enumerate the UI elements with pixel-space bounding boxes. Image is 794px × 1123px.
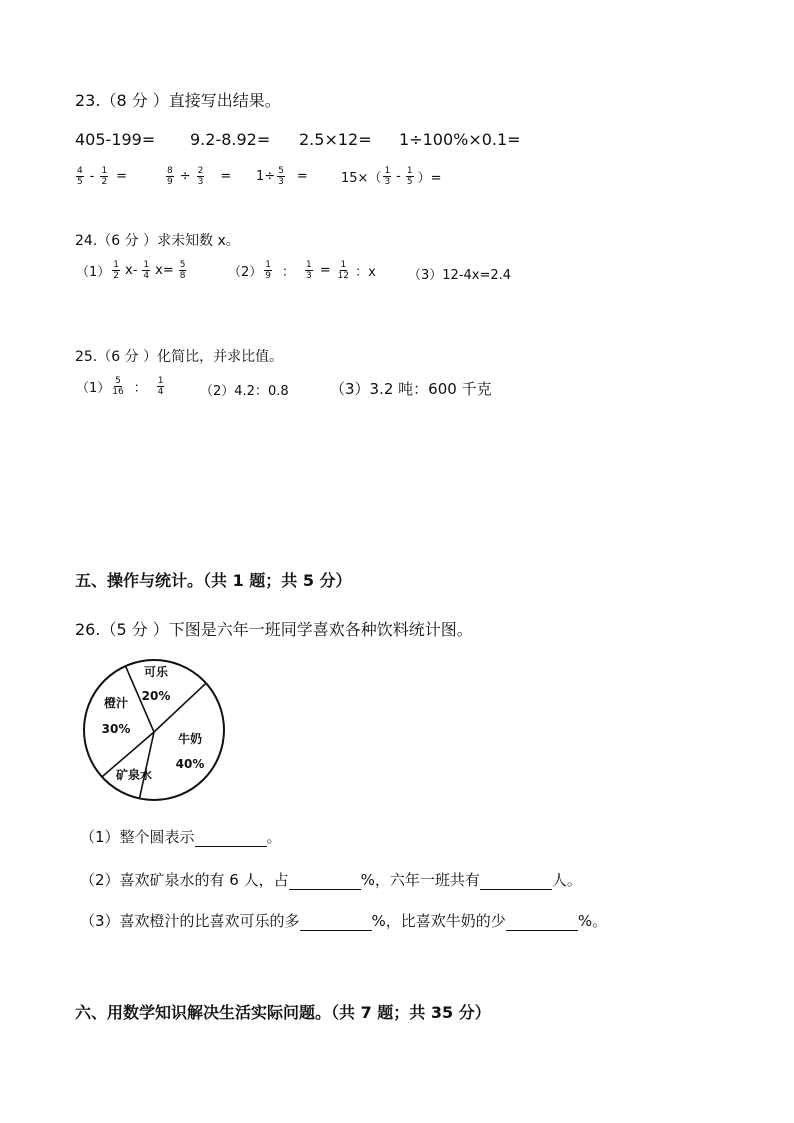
q23-row2-b: $\frac{8}{9}$ ÷ $\frac{2}{3}$ =	[167, 166, 232, 187]
fraction: $\frac{1}{4}$	[157, 376, 164, 397]
q24-part-3: （3）12-4x=2.4	[408, 268, 512, 283]
q24-title: 24.（6 分 ）求未知数 x。	[75, 233, 240, 249]
pie-label-3: 橙汁	[103, 696, 129, 710]
section-5-heading: 五、操作与统计。（共 1 题；共 5 分）	[75, 571, 352, 590]
fraction: $\frac{1}{3}$	[384, 166, 391, 187]
q23-row1-item-4: 1÷100%×0.1=	[399, 130, 521, 149]
pie-chart	[78, 655, 238, 805]
q26-title: 26.（5 分 ）下图是六年一班同学喜欢各种饮料统计图。	[75, 620, 473, 639]
pie-percent-1: 40%	[175, 757, 205, 771]
answer-blank	[195, 830, 267, 847]
answer-blank	[289, 873, 361, 890]
q24-part-2: （2） $\frac{1}{9}$ ： $\frac{1}{3}$ = $\frac{1}{12}$ ：x	[228, 260, 376, 281]
fraction: $\frac{1}{9}$	[265, 260, 272, 281]
q23-row1-item-3: 2.5×12=	[299, 130, 372, 149]
pie-percent-0: 20%	[141, 689, 171, 703]
fraction: $\frac{4}{5}$	[77, 166, 83, 187]
fraction: $\frac{5}{16}$	[112, 376, 124, 397]
q23-row2-d: 15×（ $\frac{1}{3}$ - $\frac{1}{5}$ ）=	[341, 166, 442, 187]
fraction: $\frac{1}{2}$	[101, 166, 108, 187]
answer-blank	[300, 914, 372, 931]
fraction: $\frac{1}{4}$	[143, 260, 150, 281]
fraction: $\frac{1}{5}$	[406, 166, 413, 187]
q25-part-1: （1） $\frac{5}{16}$ ： $\frac{1}{4}$	[76, 376, 164, 397]
q23-title: 23.（8 分 ）直接写出结果。	[75, 91, 281, 110]
q25-title: 25.（6 分 ）化简比，并求比值。	[75, 349, 284, 365]
q25-part-2: （2）4.2：0.8	[200, 384, 289, 399]
pie-label-1: 牛奶	[177, 732, 203, 746]
q24-part-1: （1） $\frac{1}{2}$ x- $\frac{1}{4}$ x= $\frac{5}{8}$	[76, 260, 186, 281]
q23-row2-c: 1÷ $\frac{5}{3}$ =	[256, 166, 308, 187]
fraction: $\frac{2}{3}$	[197, 166, 204, 187]
fraction: $\frac{5}{8}$	[179, 260, 186, 281]
q23-row1-item-2: 9.2-8.92=	[190, 130, 271, 149]
q26-line-2: （2）喜欢矿泉水的有 6 人，占 %，六年一班共有 人。	[80, 871, 582, 889]
q23-row2-a: $\frac{4}{5}$ - $\frac{1}{2}$ =	[77, 166, 128, 187]
pie-label-2: 矿泉水	[115, 768, 153, 782]
q25-part-3: （3）3.2 吨：600 千克	[330, 380, 492, 398]
q23-row1-item-1: 405-199=	[75, 130, 156, 149]
answer-blank	[506, 914, 578, 931]
section-6-heading: 六、用数学知识解决生活实际问题。（共 7 题；共 35 分）	[75, 1003, 491, 1022]
pie-label-0: 可乐	[143, 665, 169, 679]
fraction: $\frac{1}{3}$	[306, 260, 312, 281]
fraction: $\frac{8}{9}$	[167, 166, 173, 187]
answer-blank	[480, 873, 552, 890]
q26-line-1: （1）整个圆表示 。	[80, 828, 282, 846]
q26-line-3: （3）喜欢橙汁的比喜欢可乐的多 %，比喜欢牛奶的少 %。	[80, 912, 608, 930]
pie-percent-3: 30%	[101, 722, 131, 736]
fraction: $\frac{1}{12}$	[337, 260, 350, 281]
fraction: $\frac{5}{3}$	[278, 166, 284, 187]
fraction: $\frac{1}{2}$	[113, 260, 120, 281]
